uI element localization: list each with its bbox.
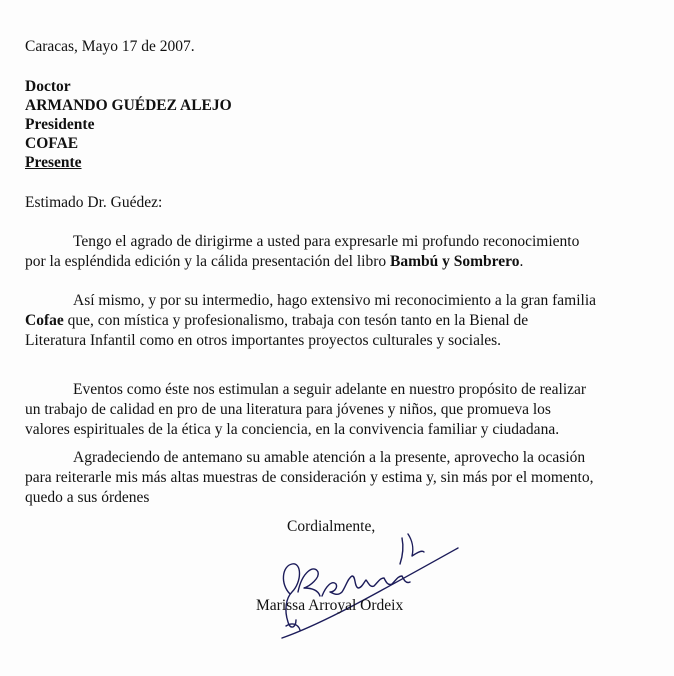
paragraph-line: [25, 252, 671, 272]
recipient-position: Presidente: [25, 116, 95, 133]
handwritten-signature: [262, 526, 472, 646]
paragraph-line: Tengo el agrado de dirigirme a usted para expresarle mi profundo reconocimiento: [73, 233, 580, 250]
closing: Cordialmente,: [287, 518, 376, 535]
recipient-organization: COFAE: [25, 135, 79, 152]
paragraph-line: Así mismo, y por su intermedio, hago extensivo mi reconocimiento a la gran familia: [73, 292, 597, 309]
paragraph-3: [25, 380, 671, 440]
date-line: Caracas, Mayo 17 de 2007.: [25, 38, 195, 55]
paragraph-line: Agradeciendo de antemano su amable atención a la presente, aprovecho la ocasión: [73, 449, 586, 466]
paragraph-line: Literatura Infantil como en otros importantes proyectos culturales y sociales.: [25, 332, 502, 349]
text-span: .: [519, 253, 524, 270]
text-span: que, con mística y profesionalismo, trabaja con tesón tanto en la Bienal de: [63, 312, 529, 329]
paragraph-line: quedo a sus órdenes: [25, 489, 150, 506]
paragraph-1: [25, 232, 671, 272]
text-span: por la espléndida edición y la cálida presentación del libro: [25, 253, 390, 270]
recipient-title: Doctor: [25, 78, 71, 95]
signer-name: Marissa Arroyal Ordeix: [256, 597, 404, 614]
paragraph-2: [25, 291, 671, 351]
organization-name: Cofae: [25, 312, 64, 329]
recipient-name: ARMANDO GUÉDEZ ALEJO: [25, 97, 232, 114]
paragraph-line: un trabajo de calidad en pro de una literatura para jóvenes y niños, que promueva los: [25, 401, 551, 418]
paragraph-line: para reiterarle mis más altas muestras de consideración y estima y, sin más por el momento,: [25, 469, 594, 486]
recipient-block: [25, 77, 232, 172]
paragraph-line: valores espirituales de la ética y la conciencia, en la convivencia familiar y ciudadana.: [25, 421, 560, 438]
book-title: Bambú y Sombrero: [389, 253, 520, 270]
paragraph-line: Eventos como éste nos estimulan a seguir adelante en nuestro propósito de realizar: [73, 381, 587, 398]
paragraph-4: [25, 448, 671, 508]
paragraph-line: [25, 311, 671, 331]
greeting: Estimado Dr. Guédez:: [25, 194, 163, 211]
recipient-presente: Presente: [25, 154, 82, 171]
